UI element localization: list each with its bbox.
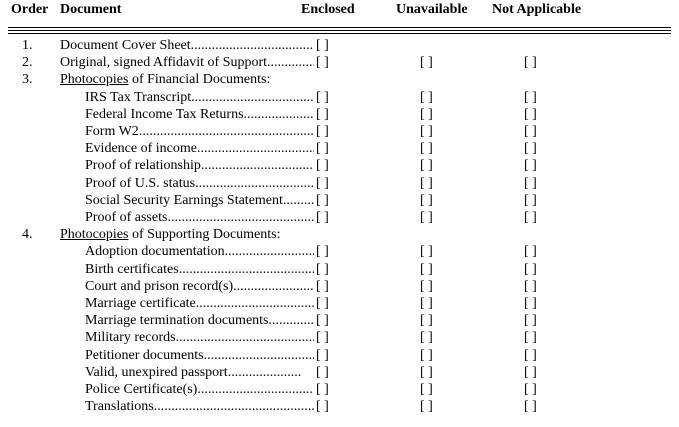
dot-leader (195, 175, 314, 192)
dot-leader (197, 140, 314, 157)
dot-leader (225, 243, 314, 260)
dot-leader (267, 54, 314, 71)
unavailable-checkbox[interactable]: [ ] (420, 347, 433, 363)
document-label: Marriage termination documents ..... (85, 312, 314, 329)
header-enclosed: Enclosed (301, 2, 355, 17)
unavailable-checkbox[interactable]: [ ] (420, 313, 433, 329)
enclosed-checkbox[interactable]: [ ] (316, 313, 329, 329)
unavailable-checkbox[interactable]: [ ] (420, 210, 433, 225)
table-row (0, 209, 679, 226)
unavailable-checkbox[interactable]: [ ] (420, 158, 433, 174)
header-unavailable: Unavailable (396, 2, 468, 17)
enclosed-checkbox[interactable]: [ ] (316, 278, 329, 294)
header-order: Order (11, 2, 49, 17)
document-label: Evidence of income ..... (85, 140, 314, 157)
dot-leader (191, 37, 314, 54)
document-label: Proof of relationship ..... (85, 157, 314, 174)
enclosed-checkbox[interactable]: [ ] (316, 124, 329, 139)
unavailable-checkbox[interactable]: [ ] (420, 89, 433, 105)
not-applicable-checkbox[interactable]: [ ] (524, 399, 537, 415)
not-applicable-checkbox[interactable]: [ ] (524, 296, 537, 311)
not-applicable-checkbox[interactable]: [ ] (524, 347, 537, 363)
unavailable-checkbox[interactable]: [ ] (420, 244, 433, 260)
unavailable-checkbox[interactable]: [ ] (420, 106, 433, 122)
section-row (0, 226, 679, 243)
unavailable-checkbox[interactable]: [ ] (420, 296, 433, 311)
unavailable-checkbox[interactable]: [ ] (420, 175, 433, 191)
enclosed-checkbox[interactable]: [ ] (316, 158, 329, 174)
document-label: Military records ..... (85, 329, 314, 346)
not-applicable-checkbox[interactable]: [ ] (524, 141, 537, 157)
section-label: Photocopies of Supporting Documents: (60, 227, 281, 243)
table-row (0, 37, 679, 54)
document-label: Marriage certificate ..... (85, 295, 314, 312)
dot-leader (204, 347, 314, 364)
not-applicable-checkbox[interactable]: [ ] (524, 158, 537, 174)
document-label: Police Certificate(s) ..... (85, 381, 314, 398)
dot-leader (154, 398, 314, 415)
table-row (0, 157, 679, 174)
table-row (0, 329, 679, 346)
unavailable-checkbox[interactable]: [ ] (420, 382, 433, 397)
document-label: Document Cover Sheet ..... (60, 37, 314, 54)
dot-leader (179, 261, 314, 278)
table-row (0, 192, 679, 209)
enclosed-checkbox[interactable]: [ ] (316, 175, 329, 191)
not-applicable-checkbox[interactable]: [ ] (524, 124, 537, 139)
unavailable-checkbox[interactable]: [ ] (420, 399, 433, 415)
section-label: Photocopies of Financial Documents: (60, 72, 271, 88)
dot-leader (176, 329, 314, 346)
not-applicable-checkbox[interactable]: [ ] (524, 89, 537, 105)
enclosed-checkbox[interactable]: [ ] (316, 106, 329, 122)
section-row (0, 71, 679, 88)
not-applicable-checkbox[interactable]: [ ] (524, 244, 537, 260)
document-label: Social Security Earnings Statement ..... (85, 192, 314, 209)
order-number: 1. (22, 38, 33, 53)
not-applicable-checkbox[interactable]: [ ] (524, 210, 537, 225)
unavailable-checkbox[interactable]: [ ] (420, 261, 433, 277)
enclosed-checkbox[interactable]: [ ] (316, 210, 329, 225)
not-applicable-checkbox[interactable]: [ ] (524, 55, 537, 71)
table-row (0, 89, 679, 106)
dot-leader (269, 312, 315, 329)
enclosed-checkbox[interactable]: [ ] (316, 89, 329, 105)
dot-leader (191, 89, 314, 106)
enclosed-checkbox[interactable]: [ ] (316, 399, 329, 415)
header-document: Document (60, 2, 122, 17)
dot-leader (228, 364, 302, 381)
header-rule-mid (8, 30, 671, 31)
header-rule-bottom (8, 33, 671, 34)
unavailable-checkbox[interactable]: [ ] (420, 192, 433, 208)
document-label: Federal Income Tax Returns ..... (85, 106, 314, 123)
document-label: Birth certificates ..... (85, 261, 314, 278)
document-label: Valid, unexpired passport ..... (85, 364, 302, 381)
header-rule-top (8, 27, 671, 28)
table-row (0, 123, 679, 140)
order-number: 4. (22, 227, 33, 243)
document-label: Translations ..... (85, 398, 314, 415)
document-label: Proof of U.S. status ..... (85, 175, 314, 192)
enclosed-checkbox[interactable]: [ ] (316, 347, 329, 363)
table-row (0, 175, 679, 192)
not-applicable-checkbox[interactable]: [ ] (524, 364, 537, 380)
enclosed-checkbox[interactable]: [ ] (316, 244, 329, 260)
dot-leader (197, 381, 314, 398)
table-row (0, 347, 679, 364)
enclosed-checkbox[interactable]: [ ] (316, 364, 329, 380)
enclosed-checkbox[interactable]: [ ] (316, 296, 329, 311)
unavailable-checkbox[interactable]: [ ] (420, 55, 433, 71)
dot-leader (201, 157, 314, 174)
not-applicable-checkbox[interactable]: [ ] (524, 261, 537, 277)
dot-leader (233, 278, 314, 295)
table-row (0, 312, 679, 329)
table-row (0, 278, 679, 295)
document-label: Court and prison record(s) ..... (85, 278, 314, 295)
not-applicable-checkbox[interactable]: [ ] (524, 313, 537, 329)
dot-leader (283, 192, 314, 209)
document-label: IRS Tax Transcript ..... (85, 89, 314, 106)
dot-leader (244, 106, 314, 123)
enclosed-checkbox[interactable]: [ ] (316, 38, 329, 53)
order-number: 2. (22, 55, 33, 71)
document-label: Adoption documentation ..... (85, 243, 314, 260)
order-number: 3. (22, 72, 33, 88)
dot-leader (139, 123, 314, 140)
table-row (0, 295, 679, 312)
unavailable-checkbox[interactable]: [ ] (420, 364, 433, 380)
unavailable-checkbox[interactable]: [ ] (420, 124, 433, 139)
enclosed-checkbox[interactable]: [ ] (316, 330, 329, 346)
unavailable-checkbox[interactable]: [ ] (420, 330, 433, 346)
dot-leader (196, 295, 314, 312)
document-label: Original, signed Affidavit of Support ..... (60, 54, 314, 71)
document-label: Petitioner documents ..... (85, 347, 314, 364)
table-row (0, 261, 679, 278)
enclosed-checkbox[interactable]: [ ] (316, 55, 329, 71)
not-applicable-checkbox[interactable]: [ ] (524, 278, 537, 294)
table-row (0, 398, 679, 415)
document-label: Proof of assets ..... (85, 209, 314, 226)
not-applicable-checkbox[interactable]: [ ] (524, 175, 537, 191)
dot-leader (167, 209, 314, 226)
enclosed-checkbox[interactable]: [ ] (316, 382, 329, 397)
table-row (0, 243, 679, 260)
table-row (0, 140, 679, 157)
not-applicable-checkbox[interactable]: [ ] (524, 192, 537, 208)
table-row (0, 364, 679, 381)
not-applicable-checkbox[interactable]: [ ] (524, 330, 537, 346)
document-label: Form W2 ..... (85, 123, 314, 140)
not-applicable-checkbox[interactable]: [ ] (524, 106, 537, 122)
header-not-applicable: Not Applicable (492, 2, 582, 17)
table-row (0, 381, 679, 398)
unavailable-checkbox[interactable]: [ ] (420, 278, 433, 294)
table-row (0, 106, 679, 123)
not-applicable-checkbox[interactable]: [ ] (524, 382, 537, 397)
table-row (0, 54, 679, 71)
enclosed-checkbox[interactable]: [ ] (316, 141, 329, 157)
enclosed-checkbox[interactable]: [ ] (316, 261, 329, 277)
unavailable-checkbox[interactable]: [ ] (420, 141, 433, 157)
enclosed-checkbox[interactable]: [ ] (316, 192, 329, 208)
